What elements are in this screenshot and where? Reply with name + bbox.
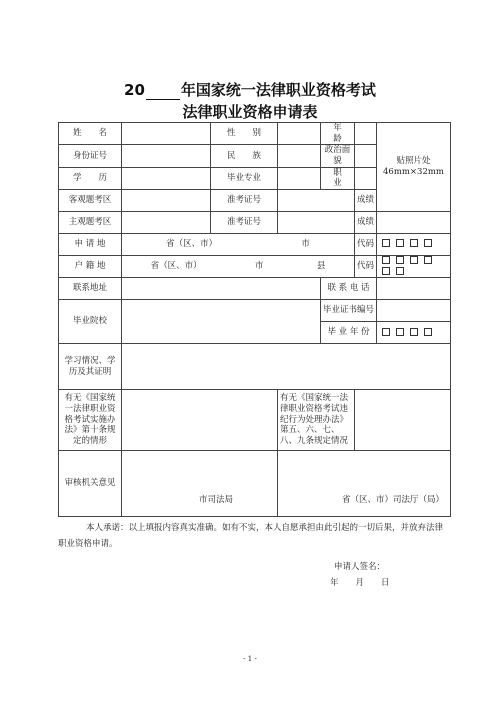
code-box[interactable] bbox=[382, 256, 390, 264]
gender-label: 性 别 bbox=[211, 123, 278, 145]
discipline-rules-label: 有无《国家统一法律职业资格考试违纪行为处理办法》第五、六、七、八、九条规定情况 bbox=[278, 390, 355, 451]
title-year-prefix: 20 bbox=[124, 81, 145, 99]
school-label: 毕业院校 bbox=[59, 300, 122, 344]
apply-province: 省（区、市） bbox=[166, 238, 218, 249]
id-label: 身份证号 bbox=[59, 145, 122, 167]
code-box[interactable] bbox=[382, 239, 390, 247]
study-label: 学习情况、学历及其证明 bbox=[59, 344, 122, 390]
major-label: 毕业专业 bbox=[211, 167, 278, 189]
gender-field[interactable] bbox=[278, 123, 321, 145]
apply-city: 市 bbox=[301, 238, 310, 249]
year-box[interactable] bbox=[410, 328, 418, 336]
household-code-label: 代码 bbox=[355, 255, 377, 277]
household-county: 县 bbox=[316, 261, 326, 272]
phone-field[interactable] bbox=[377, 278, 451, 300]
application-form-table bbox=[58, 122, 451, 517]
signature-date: 年 月 日 bbox=[330, 578, 390, 588]
apply-place-label: 申 请 地 bbox=[59, 233, 122, 255]
name-label: 姓 名 bbox=[59, 123, 122, 145]
household-field[interactable] bbox=[122, 255, 355, 277]
household-label: 户 籍 地 bbox=[59, 255, 122, 277]
phone-label: 联 系 电 话 bbox=[321, 278, 377, 300]
name-field[interactable] bbox=[122, 123, 211, 145]
city-review-field[interactable] bbox=[122, 451, 278, 517]
code-box[interactable] bbox=[410, 256, 418, 264]
subjective-area-field[interactable] bbox=[122, 211, 211, 233]
age-label: 年 龄 bbox=[321, 123, 355, 145]
grad-year-boxes[interactable] bbox=[377, 322, 451, 344]
form-title-line2: 法律职业资格申请表 bbox=[182, 103, 318, 121]
photo-label: 贴照片处 bbox=[396, 156, 431, 167]
ethnicity-field[interactable] bbox=[278, 145, 321, 167]
year-box[interactable] bbox=[396, 328, 404, 336]
objective-score-label: 成绩 bbox=[355, 189, 377, 211]
photo-size: 46mm×32mm bbox=[383, 166, 444, 177]
apply-code-label: 代码 bbox=[355, 233, 377, 255]
form-title-line1 bbox=[0, 79, 500, 100]
applicant-promise: 本人承诺：以上填报内容真实准确。如有不实，本人自愿承担由此引起的一切后果，并放弃法律职业资格申请。 bbox=[58, 523, 444, 549]
code-box[interactable] bbox=[424, 256, 432, 264]
city-bureau-label: 市司法局 bbox=[198, 495, 233, 506]
code-box[interactable] bbox=[410, 239, 418, 247]
objective-area-field[interactable] bbox=[122, 189, 211, 211]
province-review-field[interactable] bbox=[278, 451, 451, 517]
code-box[interactable] bbox=[396, 256, 404, 264]
education-label: 学 历 bbox=[59, 167, 122, 189]
year-blank bbox=[146, 85, 180, 100]
impl-rules-field[interactable] bbox=[122, 390, 278, 451]
cert-no-field[interactable] bbox=[377, 300, 451, 322]
code-box[interactable] bbox=[396, 267, 404, 275]
politics-label: 政治面貌 bbox=[321, 145, 355, 167]
major-field[interactable] bbox=[278, 167, 321, 189]
impl-rules-label: 有无《国家统一法律职业资格考试实施办法》第十条规定的情形 bbox=[59, 390, 122, 451]
subjective-area-label: 主观题考区 bbox=[59, 211, 122, 233]
objective-area-label: 客观题考区 bbox=[59, 189, 122, 211]
year-box[interactable] bbox=[382, 328, 390, 336]
province-dept-label: 省（区、市）司法厅（局） bbox=[341, 495, 444, 506]
code-box[interactable] bbox=[424, 239, 432, 247]
id-field[interactable] bbox=[122, 145, 211, 167]
apply-code-boxes[interactable] bbox=[377, 233, 451, 255]
study-field[interactable] bbox=[122, 344, 451, 390]
education-field[interactable] bbox=[122, 167, 211, 189]
code-box[interactable] bbox=[396, 239, 404, 247]
household-city: 市 bbox=[254, 261, 264, 272]
household-code-boxes[interactable] bbox=[377, 255, 451, 277]
household-province: 省（区、市） bbox=[150, 261, 202, 272]
code-box[interactable] bbox=[382, 267, 390, 275]
objective-admission-label: 准考证号 bbox=[211, 189, 278, 211]
applicant-signature-label: 申请人签名： bbox=[334, 562, 386, 572]
grad-year-label: 毕 业 年 份 bbox=[321, 322, 377, 344]
objective-admission-field[interactable] bbox=[278, 189, 355, 211]
photo-area[interactable] bbox=[377, 123, 451, 212]
discipline-rules-field[interactable] bbox=[355, 390, 451, 451]
politics-field[interactable] bbox=[355, 145, 377, 167]
subjective-admission-label: 准考证号 bbox=[211, 211, 278, 233]
page-number: - 1 - bbox=[243, 655, 257, 663]
occupation-label: 职 业 bbox=[321, 167, 355, 189]
address-label: 联系地址 bbox=[59, 278, 122, 300]
apply-place-field[interactable] bbox=[122, 233, 355, 255]
cert-no-label: 毕业证书编号 bbox=[321, 300, 377, 322]
ethnicity-label: 民 族 bbox=[211, 145, 278, 167]
title-line1-text: 年国家统一法律职业资格考试 bbox=[180, 81, 376, 99]
address-field[interactable] bbox=[122, 278, 321, 300]
school-field[interactable] bbox=[122, 300, 321, 344]
subjective-admission-field[interactable] bbox=[278, 211, 355, 233]
review-label: 审核机关意见 bbox=[59, 451, 122, 517]
subjective-score-field[interactable] bbox=[377, 211, 451, 233]
subjective-score-label: 成绩 bbox=[355, 211, 377, 233]
year-box[interactable] bbox=[424, 328, 432, 336]
